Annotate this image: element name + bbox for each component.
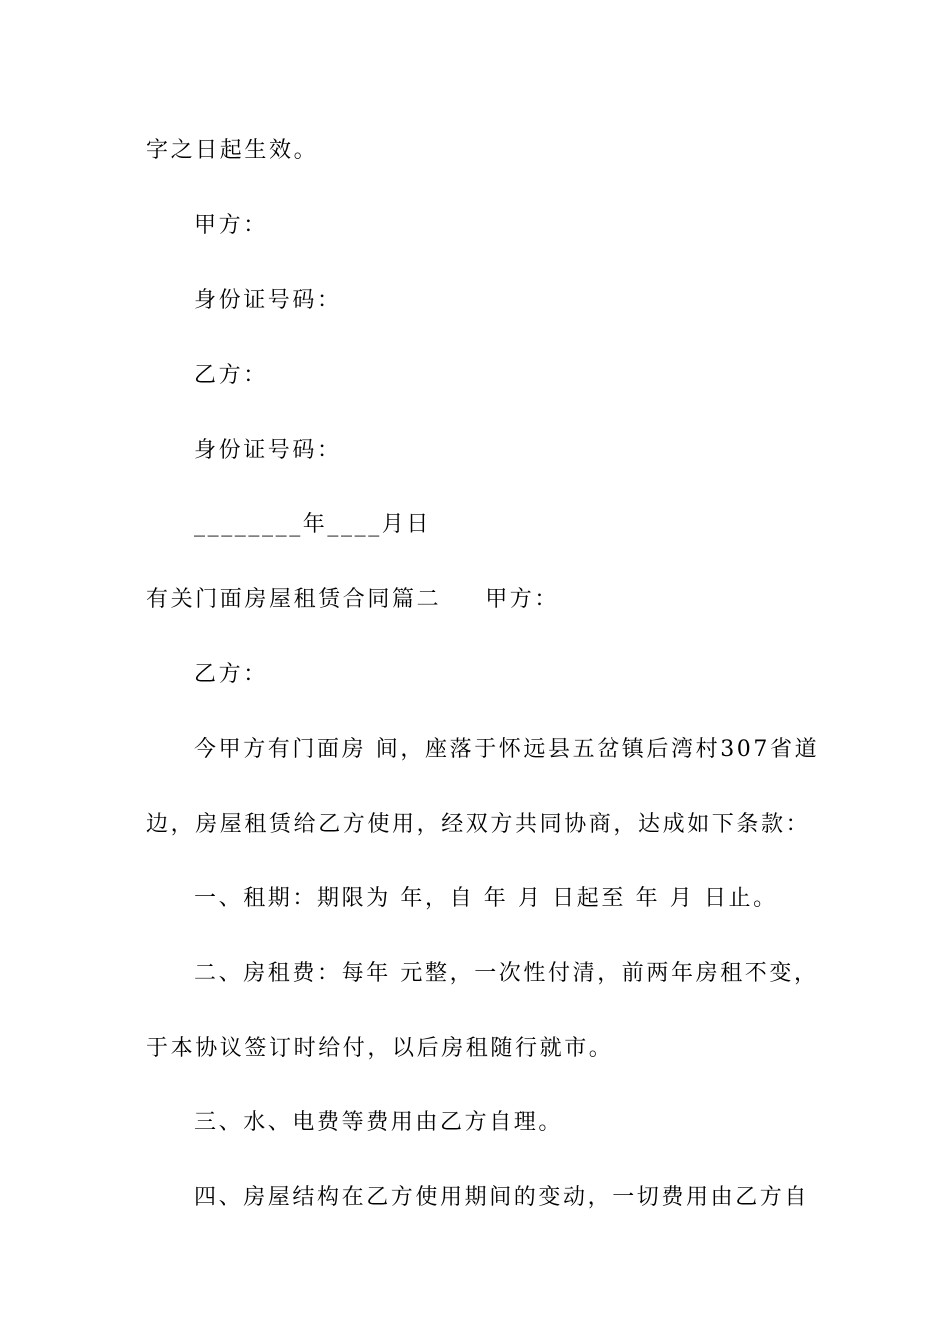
date-line: ________年____月日: [194, 512, 432, 537]
clause-3: 三、水、电费等费用由乙方自理。: [194, 1110, 564, 1135]
id-number-label: 身份证号码：: [194, 438, 342, 463]
clause-2: 二、房租费：每年 元整，一次性付清，前两年房租不变，: [194, 961, 819, 986]
party-b-label: 乙方：: [194, 662, 268, 687]
paragraph-line: 于本协议签订时给付，以后房租随行就市。: [146, 1036, 614, 1061]
party-a-label: 甲方：: [485, 587, 560, 612]
paragraph-line: 今甲方有门面房 间，座落于怀远县五岔镇后湾村307省道: [194, 737, 820, 762]
clause-4: 四、房屋结构在乙方使用期间的变动，一切费用由乙方自: [194, 1185, 810, 1210]
paragraph-line: 边，房屋租赁给乙方使用，经双方共同协商，达成如下条款：: [146, 812, 811, 837]
clause-1: 一、租期：期限为 年，自 年 月 日起至 年 月 日止。: [194, 886, 778, 911]
section-heading: 有关门面房屋租赁合同篇二: [146, 587, 442, 612]
section-heading-line: [146, 585, 559, 615]
id-number-label: 身份证号码：: [194, 288, 342, 313]
text-line: 字之日起生效。: [146, 138, 319, 163]
party-b-label: 乙方：: [194, 363, 268, 388]
party-a-label: 甲方：: [194, 213, 268, 238]
